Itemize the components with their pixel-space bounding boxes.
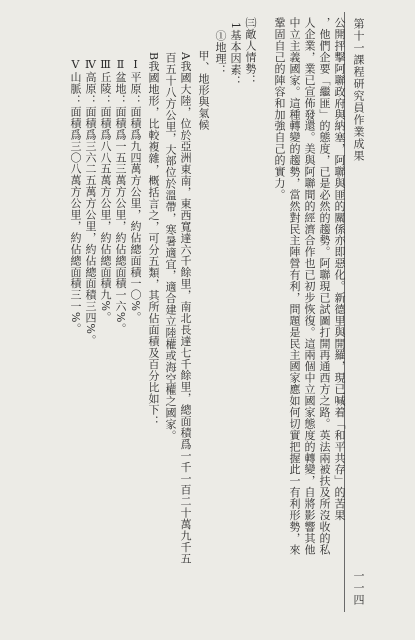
subsection-heading-geography: ①地理： [214,30,227,76]
section-heading-enemy: ㈢敵人情勢： [244,17,257,86]
terrain-item-hills: Ⅲ丘陵：面積爲八八五萬方公里，約佔總面積九%。 [99,58,112,323]
subsection-heading-basic-factors: 1基本因素： [229,22,242,87]
subsection-heading-terrain: 甲、地形與氣候 [197,50,210,131]
body-line-2: ，他們企要「繼匪」的態度，已是必然的趨勢。阿聯現已試圖打開再通西方之路。英法兩被扶及所沒收的私 [318,17,331,556]
paragraph-b: B我國地形，比較複雜，概括言之，可分五類，其所佔面積及百分比如下： [147,52,160,427]
terrain-item-plains: Ⅰ平原：面積爲九四萬方公里，約佔總面積一〇%。 [129,58,142,323]
body-line-3: 人企業，業已宣佈發還。美與阿聯間的經濟合作也已初步恢復。這兩個中立國家態度的轉變，自將影響其他 [303,17,316,556]
paragraph-a-line-1: A我國大陸，位於亞洲東南，東西寬達六千餘里，南北長達七千餘里，總面積爲一千一百二十萬九千五 [179,52,192,565]
body-line-4: 中立主義國家。這種轉變的趨勢，當然對民主陣營有利，問題是民主國家應如何切實把握此一有利形勢，來 [288,17,301,556]
terrain-item-plateaus: Ⅳ高原：面積爲三六二五萬方公里，約佔總面積三四%。 [84,58,97,346]
terrain-item-basins: Ⅱ盆地：面積爲一五三萬方公里，約佔總面積一六%。 [114,58,127,335]
body-line-5: 鞏固自己的陣容和加強自己的實力。 [273,17,286,201]
terrain-item-mountains: Ⅴ山脈：面積爲三〇八萬方公里，約佔總面積三一%。 [69,58,82,335]
paragraph-a-line-2: 百五十八方公里，大部位於溫帶，寒暑適宜，適合建立陸權或海空權之國家。 [164,52,177,442]
page-number: 一一四 [352,570,365,606]
running-header-title: 第十一課程研究員作業成果 [352,18,365,162]
body-line-1: 公開抨擊阿聯政府與納塞，阿聯與匪的關係亦即惡化。新德里與開羅，現已喊着「和平共存」的苦果 [333,17,346,521]
